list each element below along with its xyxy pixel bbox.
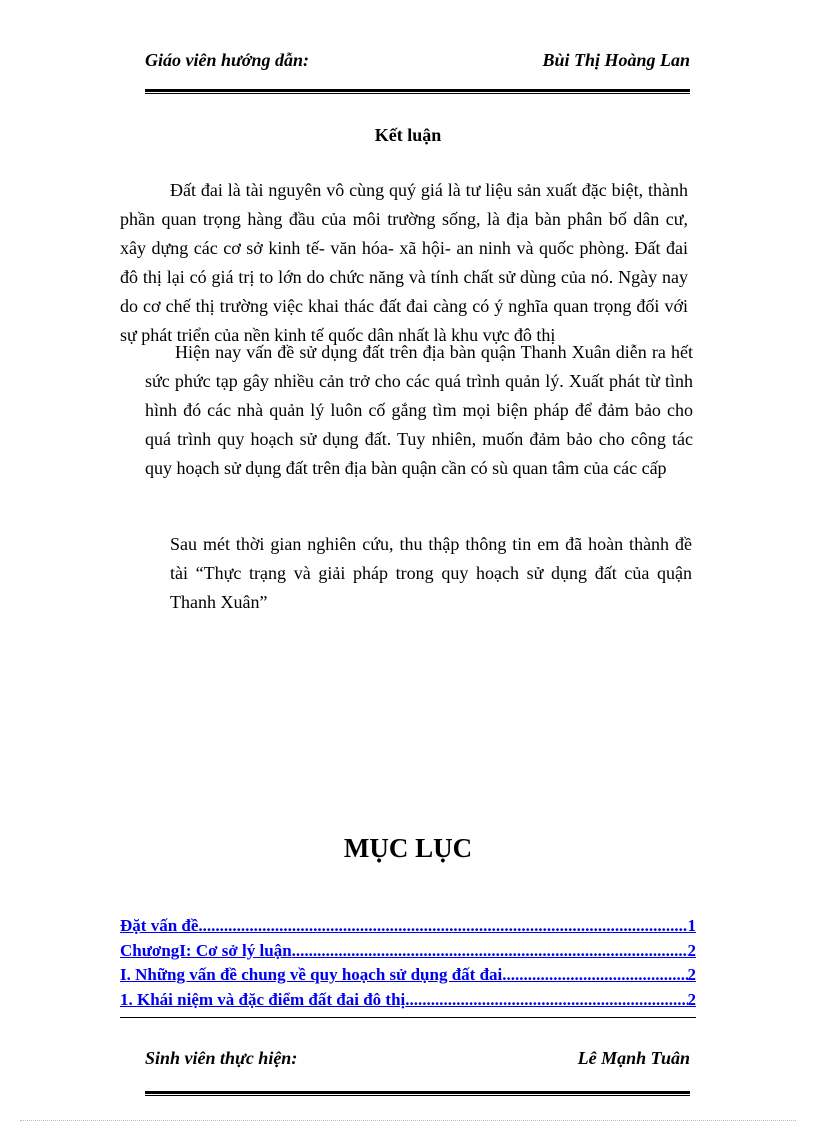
- student-label: Sinh viên thực hiện:: [145, 1048, 298, 1068]
- footer-rule: [145, 1091, 690, 1096]
- supervisor-name: Bùi Thị Hoàng Lan: [542, 50, 690, 70]
- toc-entry-page: 1: [687, 916, 696, 935]
- conclusion-paragraph-2: Hiện nay vấn đề sử dụng đất trên địa bàn quận Thanh Xuân diễn ra hết sức phức tạp gây nhiều cản trở cho các quá trình quản lý. Xuất phát từ tình hình đó các nhà quản lý luôn cố gắng tìm mọi biện pháp để đảm bảo cho quá trình quy hoạch sử dụng đất. Tuy nhiên, muốn đảm bảo cho công tác quy hoạch sử dụng đất trên địa bàn quận cần có sù quan tâm của các cấp: [145, 342, 693, 478]
- page-footer: [145, 1048, 690, 1078]
- toc-rule: [120, 1017, 696, 1018]
- page-header: [145, 50, 690, 80]
- toc-entry-chuong-1[interactable]: [120, 941, 696, 966]
- toc-leader-dots: [405, 990, 687, 1010]
- toc-entry-subsection-1[interactable]: [120, 990, 696, 1015]
- toc-entry-label: 1. Khái niệm và đặc điểm đất đai đô thị: [120, 990, 406, 1010]
- student-name: Lê Mạnh Tuân: [577, 1048, 690, 1068]
- toc-entry-page: 2: [687, 965, 696, 985]
- conclusion-paragraph-1: Đất đai là tài nguyên vô cùng quý giá là tư liệu sản xuất đặc biệt, thành phần quan trọng hàng đầu của môi trường sống, là địa bàn phân bố dân cư, xây dựng các cơ sở kinh tế- văn hóa- xã hội- an ninh và quốc phòng. Đất đai đô thị lại có giá trị to lớn do chức năng và tính chất sử dùng của nó. Ngày nay do cơ chế thị trường việc khai thác đất đai càng có ý nghĩa quan trọng đối với sự phát triển của nền kinh tế quốc dân nhất là khu vực đô thị: [120, 180, 688, 345]
- conclusion-paragraph-3: Sau mét thời gian nghiên cứu, thu thập thông tin em đã hoàn thành đề tài “Thực trạng và giải pháp trong quy hoạch sử dụng đất của quận Thanh Xuân”: [170, 534, 692, 612]
- header-rule: [145, 89, 690, 94]
- toc-title: MỤC LỤC: [343, 833, 473, 863]
- page-break-dots: [20, 1120, 796, 1121]
- toc-entry-label: I. Những vấn đề chung về quy hoạch sử dụng đất đai: [120, 965, 503, 985]
- conclusion-title: Kết luận: [374, 125, 442, 145]
- toc-entry-label: ChươngI: Cơ sở lý luận: [120, 940, 292, 960]
- toc-leader-dots: [292, 941, 688, 961]
- toc-entry-dat-van-de[interactable]: [120, 916, 696, 941]
- toc-entry-page: 2: [687, 940, 696, 960]
- supervisor-label: Giáo viên hướng dẫn:: [145, 50, 309, 70]
- toc-leader-dots: [502, 965, 687, 985]
- toc-leader-dots: [198, 916, 687, 936]
- toc-entry-section-1[interactable]: [120, 965, 696, 990]
- toc-entry-label: Đặt vấn đề: [120, 916, 199, 935]
- table-of-contents: [120, 916, 696, 1015]
- toc-entry-page: 2: [687, 990, 696, 1010]
